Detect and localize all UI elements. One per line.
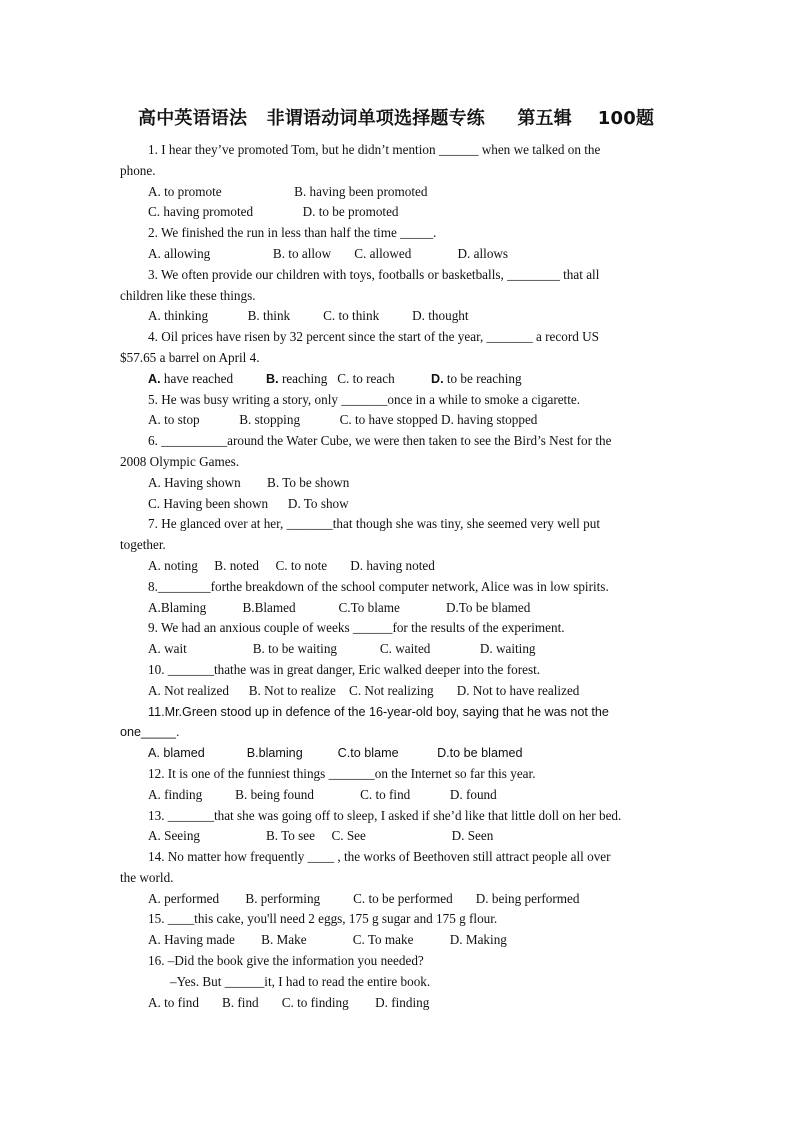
question-14-stem-cont: the world. [120, 869, 174, 885]
question-2 [120, 223, 675, 244]
question-16 [120, 951, 675, 972]
question-15-options: A. Having made B. Make C. To make D. Making [148, 932, 507, 948]
question-6-stem: 6. __________around the Water Cube, we were then taken to see the Bird’s Nest for the [148, 433, 612, 449]
question-12-options: A. finding B. being found C. to find D. found [148, 786, 497, 802]
question-7-stem-cont: together. [120, 537, 166, 553]
option-d-letter: D. [430, 371, 444, 386]
question-1 [120, 140, 675, 182]
option-b-letter: B. [266, 371, 279, 386]
question-4-stem-cont: $57.65 a barrel on April 4. [120, 349, 260, 365]
page-title: 高中英语语法 非谓语动词单项选择题专练 第五辑 100题 [138, 108, 655, 129]
question-12 [120, 764, 675, 785]
question-13 [120, 806, 675, 827]
question-12-stem: 12. It is one of the funniest things _______on the Internet so far this year. [148, 765, 536, 781]
question-14-stem: 14. No matter how frequently ____ , the works of Beethoven still attract people all over [148, 849, 611, 865]
question-1-options-c-d: C. having promoted D. to be promoted [148, 204, 399, 220]
option-d-text: to be reaching [443, 370, 522, 386]
question-10-options: A. Not realized B. Not to realize C. Not realizing D. Not to have realized [148, 682, 580, 698]
question-11-stem: 11.Mr.Green stood up in defence of the 16-year-old boy, saying that he was not the [148, 704, 609, 719]
question-15 [120, 909, 675, 930]
question-4-stem: 4. Oil prices have risen by 32 percent since the start of the year, _______ a record US [148, 329, 599, 345]
option-b-c-text: reaching C. to reach [278, 370, 431, 386]
question-11-stem-cont: one_____. [120, 725, 180, 740]
question-14 [120, 847, 675, 889]
question-7 [120, 514, 675, 556]
question-3-stem: 3. We often provide our children with toys, footballs or basketballs, ________ that all [148, 266, 600, 282]
question-5 [120, 390, 675, 411]
question-7-options: A. noting B. noted C. to note D. having noted [148, 557, 435, 573]
question-4-options [120, 369, 675, 390]
question-13-stem: 13. _______that she was going off to sleep, I asked if she’d like that little doll on her bed. [148, 807, 622, 823]
question-13-options: A. Seeing B. To see C. See D. Seen [148, 828, 494, 844]
question-16-stem: 16. –Did the book give the information you needed? [148, 953, 424, 969]
question-16-reply: –Yes. But ______it, I had to read the entire book. [170, 973, 431, 989]
question-2-stem: 2. We finished the run in less than half the time _____. [148, 225, 437, 241]
question-5-stem: 5. He was busy writing a story, only _______once in a while to smoke a cigarette. [148, 391, 581, 407]
question-8-stem: 8.________forthe breakdown of the school computer network, Alice was in low spirits. [148, 578, 609, 594]
question-6-options-c-d: C. Having been shown D. To show [148, 495, 349, 511]
question-9-options: A. wait B. to be waiting C. waited D. waiting [148, 641, 536, 657]
question-10-stem: 10. _______thathe was in great danger, Eric walked deeper into the forest. [148, 661, 541, 677]
question-9-stem: 9. We had an anxious couple of weeks ______for the results of the experiment. [148, 620, 565, 636]
question-16-options: A. to find B. find C. to finding D. finding [148, 994, 430, 1010]
question-4 [120, 327, 675, 369]
option-a-letter: A. [148, 371, 161, 386]
question-9 [120, 618, 675, 639]
question-6-stem-cont: 2008 Olympic Games. [120, 453, 240, 469]
question-2-options: A. allowing B. to allow C. allowed D. allows [148, 245, 509, 261]
question-list [120, 140, 675, 1013]
question-8 [120, 577, 675, 598]
question-6-options-a-b: A. Having shown B. To be shown [148, 474, 350, 490]
question-1-stem: 1. I hear they’ve promoted Tom, but he didn’t mention ______ when we talked on the [148, 142, 601, 157]
question-7-stem: 7. He glanced over at her, _______that though she was tiny, she seemed very well put [148, 516, 600, 532]
question-14-options: A. performed B. performing C. to be performed D. being performed [148, 890, 580, 906]
question-1-options-a-b: A. to promote B. having been promoted [148, 183, 428, 199]
question-6 [120, 431, 675, 473]
option-a-text: have reached [160, 370, 267, 386]
question-3 [120, 265, 675, 307]
question-1-stem-cont: phone. [120, 162, 156, 178]
question-10 [120, 660, 675, 681]
question-11 [120, 702, 675, 744]
question-5-options: A. to stop B. stopping C. to have stopped D. having stopped [148, 412, 538, 428]
question-8-options: A.Blaming B.Blamed C.To blame D.To be blamed [148, 599, 531, 615]
question-11-options: A. blamed B.blaming C.to blame D.to be blamed [148, 746, 523, 761]
question-15-stem: 15. ____this cake, you'll need 2 eggs, 175 g sugar and 175 g flour. [148, 911, 498, 927]
question-3-options: A. thinking B. think C. to think D. thought [148, 308, 469, 324]
question-3-stem-cont: children like these things. [120, 287, 256, 303]
